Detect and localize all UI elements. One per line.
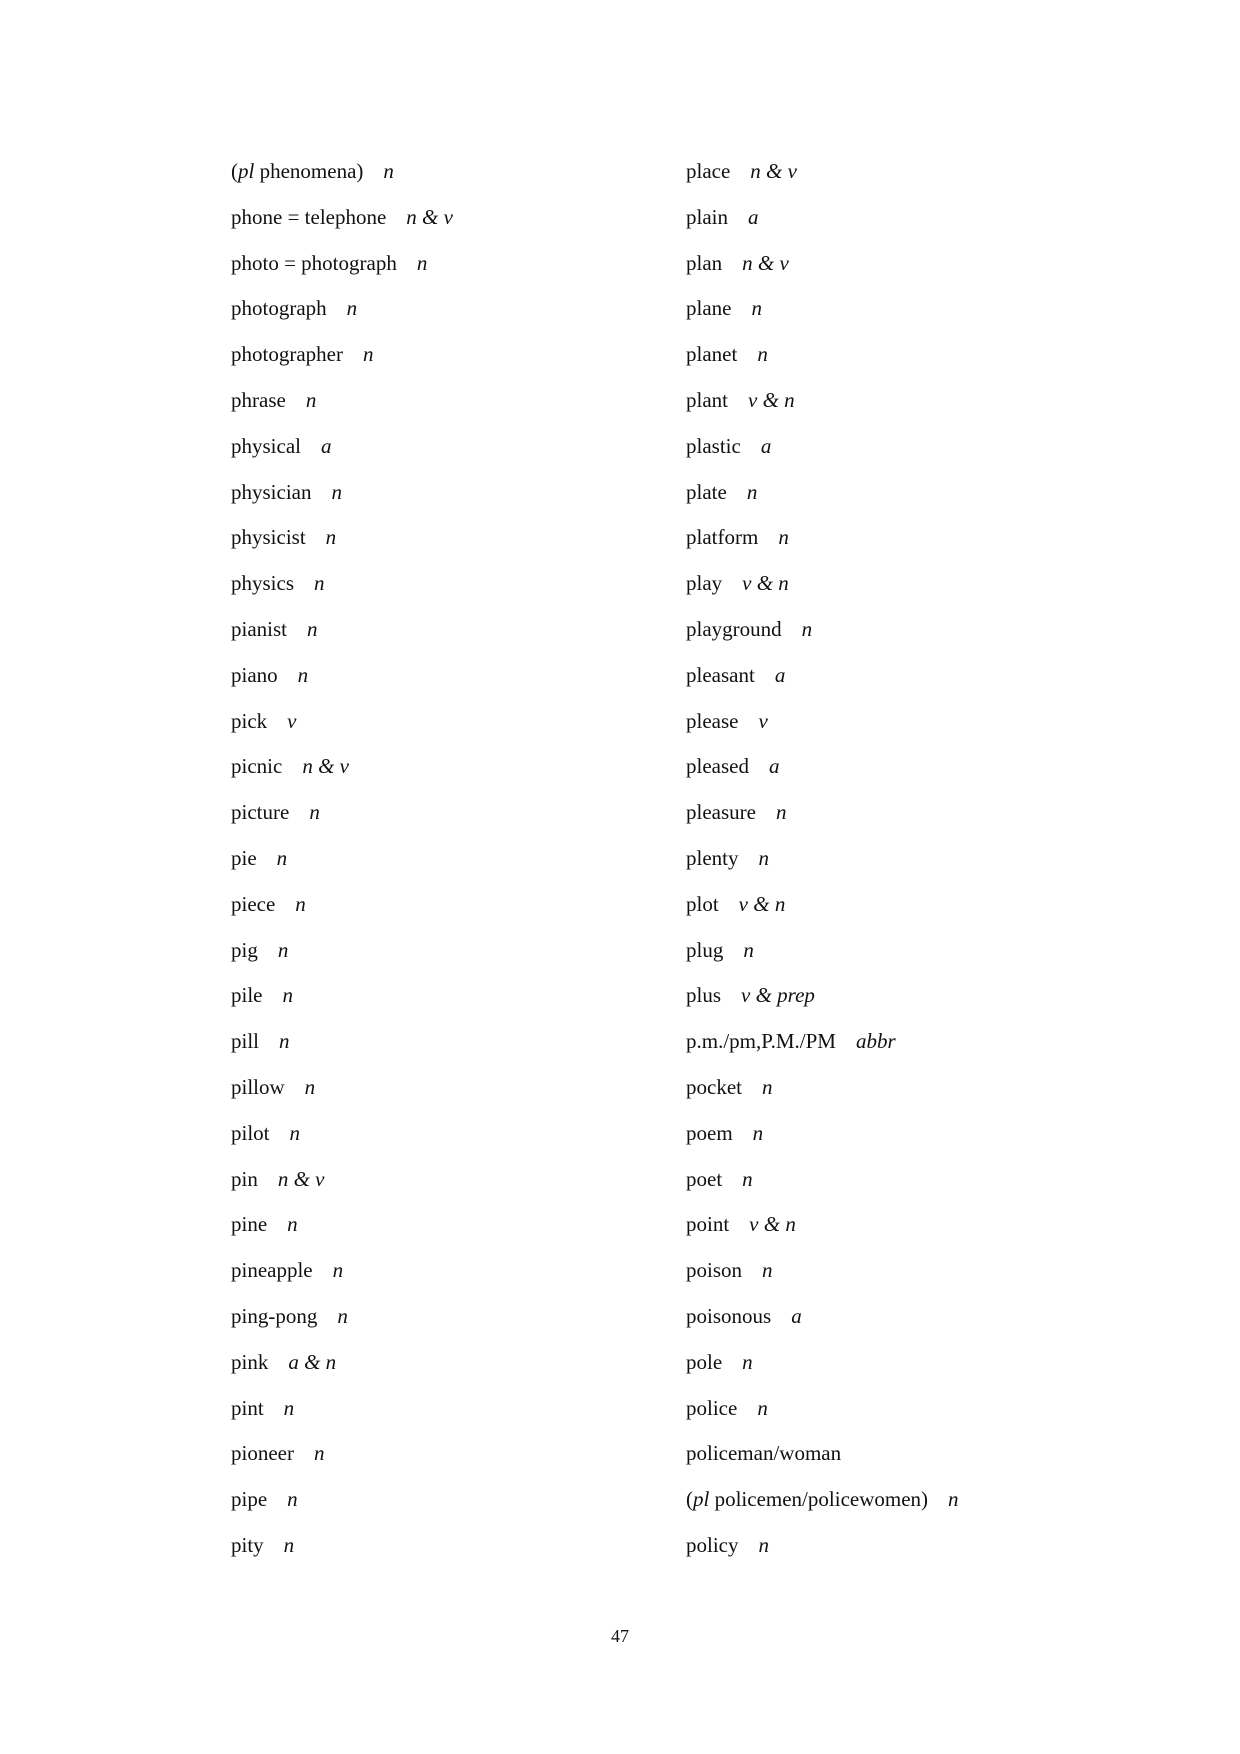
part-of-speech: v & n xyxy=(748,387,795,412)
word-entry xyxy=(686,1213,1206,1259)
word-entry xyxy=(686,1122,1206,1168)
plural-marker: pl xyxy=(238,159,255,183)
part-of-speech: v & n xyxy=(742,571,789,596)
word-entry xyxy=(686,1259,1206,1305)
part-of-speech: n xyxy=(346,296,358,321)
word-entry xyxy=(231,389,751,435)
word-entry xyxy=(231,664,751,710)
headword: plant xyxy=(686,387,728,412)
headword: plenty xyxy=(686,845,739,870)
word-entry xyxy=(231,435,751,481)
headword: picture xyxy=(231,800,290,825)
word-entry xyxy=(231,847,751,893)
word-entry xyxy=(686,1351,1206,1397)
part-of-speech: n xyxy=(276,845,288,870)
part-of-speech: n xyxy=(331,479,342,504)
word-entry xyxy=(686,206,1206,252)
headword: pocket xyxy=(686,1074,742,1099)
headword: plastic xyxy=(686,433,741,458)
headword: pioneer xyxy=(231,1441,294,1466)
word-entry xyxy=(231,252,751,298)
word-entry xyxy=(231,755,751,801)
headword: playground xyxy=(686,616,782,641)
headword: poem xyxy=(686,1120,733,1145)
part-of-speech: n xyxy=(752,1120,764,1145)
headword: phrase xyxy=(231,387,286,412)
part-of-speech: n xyxy=(304,1074,316,1099)
headword: play xyxy=(686,571,723,596)
word-entry xyxy=(231,710,751,756)
headword: physician xyxy=(231,479,312,504)
part-of-speech: n xyxy=(742,1166,753,1191)
word-entry xyxy=(231,1030,751,1076)
part-of-speech: n xyxy=(283,1395,295,1420)
headword: plan xyxy=(686,250,723,275)
headword: pole xyxy=(686,1349,723,1374)
headword: phone = telephone xyxy=(231,204,387,229)
word-entry xyxy=(686,755,1206,801)
headword: policemen/policewomen) xyxy=(709,1487,929,1512)
headword: phenomena) xyxy=(254,159,364,183)
word-entry xyxy=(231,1076,751,1122)
part-of-speech: n xyxy=(297,662,309,687)
headword: police xyxy=(686,1395,738,1420)
part-of-speech: a xyxy=(760,433,772,458)
headword: pleased xyxy=(686,754,749,779)
word-entry xyxy=(686,893,1206,939)
headword: picnic xyxy=(231,754,283,779)
headword: pie xyxy=(231,845,257,870)
part-of-speech: a & n xyxy=(288,1349,337,1374)
word-entry xyxy=(686,343,1206,389)
part-of-speech: n xyxy=(742,1349,753,1374)
part-of-speech: v xyxy=(287,708,297,733)
headword: pile xyxy=(231,983,263,1008)
part-of-speech: n xyxy=(746,479,758,504)
part-of-speech: n xyxy=(948,1487,959,1512)
headword: plus xyxy=(686,983,722,1008)
word-entry xyxy=(686,1030,1206,1076)
word-entry xyxy=(231,481,751,527)
part-of-speech: n xyxy=(383,159,394,183)
word-entry xyxy=(231,526,751,572)
left-word-column xyxy=(231,160,751,1580)
headword: pity xyxy=(231,1532,264,1557)
headword: physicist xyxy=(231,525,306,550)
part-of-speech: a xyxy=(768,754,780,779)
part-of-speech: v & n xyxy=(738,891,786,916)
part-of-speech: n xyxy=(305,387,317,412)
part-of-speech: a xyxy=(774,662,786,687)
part-of-speech: n xyxy=(762,1258,773,1283)
headword: pint xyxy=(231,1395,264,1420)
part-of-speech: n & v xyxy=(302,754,349,779)
part-of-speech: n xyxy=(332,1258,344,1283)
word-entry xyxy=(231,801,751,847)
word-entry xyxy=(231,1305,751,1351)
headword: poison xyxy=(686,1258,743,1283)
headword: poet xyxy=(686,1166,723,1191)
headword: policy xyxy=(686,1532,739,1557)
headword: plug xyxy=(686,937,724,962)
headword: poisonous xyxy=(686,1303,772,1328)
word-entry xyxy=(686,572,1206,618)
word-entry xyxy=(686,1168,1206,1214)
headword: plane xyxy=(686,296,732,321)
word-entry xyxy=(686,481,1206,527)
word-entry xyxy=(231,297,751,343)
part-of-speech: n xyxy=(279,1029,290,1054)
part-of-speech: n xyxy=(743,937,754,962)
headword: photograph xyxy=(231,296,327,321)
part-of-speech: n xyxy=(277,937,289,962)
part-of-speech: n xyxy=(761,1074,773,1099)
part-of-speech: n xyxy=(283,1532,295,1557)
headword: planet xyxy=(686,342,738,367)
headword: plot xyxy=(686,891,719,916)
word-entry xyxy=(686,847,1206,893)
headword: pine xyxy=(231,1212,268,1237)
part-of-speech: n xyxy=(287,1487,298,1512)
part-of-speech: n xyxy=(325,525,337,550)
word-entry xyxy=(231,984,751,1030)
headword: pick xyxy=(231,708,268,733)
word-entry xyxy=(686,389,1206,435)
word-entry xyxy=(686,1305,1206,1351)
word-entry xyxy=(686,1442,1206,1488)
part-of-speech: n xyxy=(313,1441,325,1466)
part-of-speech: v xyxy=(758,708,768,733)
word-entry xyxy=(686,160,1206,206)
part-of-speech: n xyxy=(337,1303,348,1328)
word-entry xyxy=(231,1534,751,1580)
part-of-speech: n xyxy=(282,983,293,1008)
word-entry xyxy=(686,1534,1206,1580)
word-entry xyxy=(231,572,751,618)
part-of-speech: n xyxy=(416,250,428,275)
headword: pig xyxy=(231,937,258,962)
part-of-speech: n xyxy=(307,616,318,641)
part-of-speech: abbr xyxy=(855,1029,896,1054)
word-entry xyxy=(231,618,751,664)
word-entry xyxy=(231,160,751,206)
part-of-speech: n xyxy=(778,525,789,550)
part-of-speech: n xyxy=(314,571,325,596)
headword: piano xyxy=(231,662,278,687)
word-entry xyxy=(231,1259,751,1305)
word-entry xyxy=(231,1442,751,1488)
part-of-speech: n xyxy=(751,296,762,321)
word-entry xyxy=(686,252,1206,298)
word-entry xyxy=(686,526,1206,572)
part-of-speech: a xyxy=(748,204,759,229)
headword: plain xyxy=(686,204,728,229)
part-of-speech: n xyxy=(801,616,813,641)
word-entry xyxy=(231,1122,751,1168)
word-entry xyxy=(231,343,751,389)
headword: p.m./pm,P.M./PM xyxy=(686,1029,836,1054)
part-of-speech: n xyxy=(775,800,787,825)
headword: pink xyxy=(231,1349,269,1374)
word-entry xyxy=(686,618,1206,664)
part-of-speech: n & v xyxy=(277,1166,325,1191)
part-of-speech: a xyxy=(320,433,332,458)
headword: pleasure xyxy=(686,800,756,825)
headword: pillow xyxy=(231,1074,285,1099)
headword: platform xyxy=(686,525,759,550)
word-entry xyxy=(686,801,1206,847)
page-number: 47 xyxy=(611,1626,629,1646)
headword: photographer xyxy=(231,342,343,367)
word-entry xyxy=(231,1168,751,1214)
headword: place xyxy=(686,159,731,183)
word-entry xyxy=(686,1488,1206,1534)
part-of-speech: a xyxy=(791,1303,802,1328)
part-of-speech: n & v xyxy=(406,204,453,229)
word-entry xyxy=(686,939,1206,985)
part-of-speech: n & v xyxy=(750,159,797,183)
part-of-speech: n xyxy=(309,800,320,825)
part-of-speech: n xyxy=(758,1532,769,1557)
entry-prefix: ( xyxy=(686,1487,693,1512)
right-word-column xyxy=(686,160,1206,1580)
headword: ping-pong xyxy=(231,1303,318,1328)
word-entry xyxy=(231,1488,751,1534)
headword: photo = photograph xyxy=(231,250,397,275)
word-entry xyxy=(231,206,751,252)
headword: pill xyxy=(231,1029,260,1054)
headword: please xyxy=(686,708,739,733)
part-of-speech: n & v xyxy=(742,250,789,275)
part-of-speech: v & n xyxy=(749,1212,796,1237)
word-entry xyxy=(686,984,1206,1030)
part-of-speech: n xyxy=(295,891,306,916)
word-entry xyxy=(231,1213,751,1259)
headword: physical xyxy=(231,433,301,458)
word-entry xyxy=(686,664,1206,710)
plural-marker: pl xyxy=(693,1487,710,1512)
headword: policeman/woman xyxy=(686,1441,842,1466)
part-of-speech: n xyxy=(362,342,374,367)
headword: pin xyxy=(231,1166,258,1191)
headword: pineapple xyxy=(231,1258,313,1283)
word-entry xyxy=(686,710,1206,756)
part-of-speech: n xyxy=(289,1120,301,1145)
word-entry xyxy=(686,1397,1206,1443)
headword: point xyxy=(686,1212,730,1237)
word-entry xyxy=(686,435,1206,481)
part-of-speech: n xyxy=(287,1212,298,1237)
word-entry xyxy=(231,893,751,939)
headword: pipe xyxy=(231,1487,268,1512)
headword: physics xyxy=(231,571,294,596)
part-of-speech: n xyxy=(758,845,769,870)
headword: pianist xyxy=(231,616,287,641)
entry-prefix: ( xyxy=(231,159,238,183)
headword: piece xyxy=(231,891,276,916)
headword: pleasant xyxy=(686,662,755,687)
word-entry xyxy=(231,1351,751,1397)
part-of-speech: n xyxy=(757,1395,768,1420)
word-entry xyxy=(231,1397,751,1443)
part-of-speech: n xyxy=(757,342,768,367)
part-of-speech: v & prep xyxy=(741,983,815,1008)
word-entry xyxy=(231,939,751,985)
word-entry xyxy=(686,297,1206,343)
headword: pilot xyxy=(231,1120,270,1145)
headword: plate xyxy=(686,479,727,504)
word-entry xyxy=(686,1076,1206,1122)
